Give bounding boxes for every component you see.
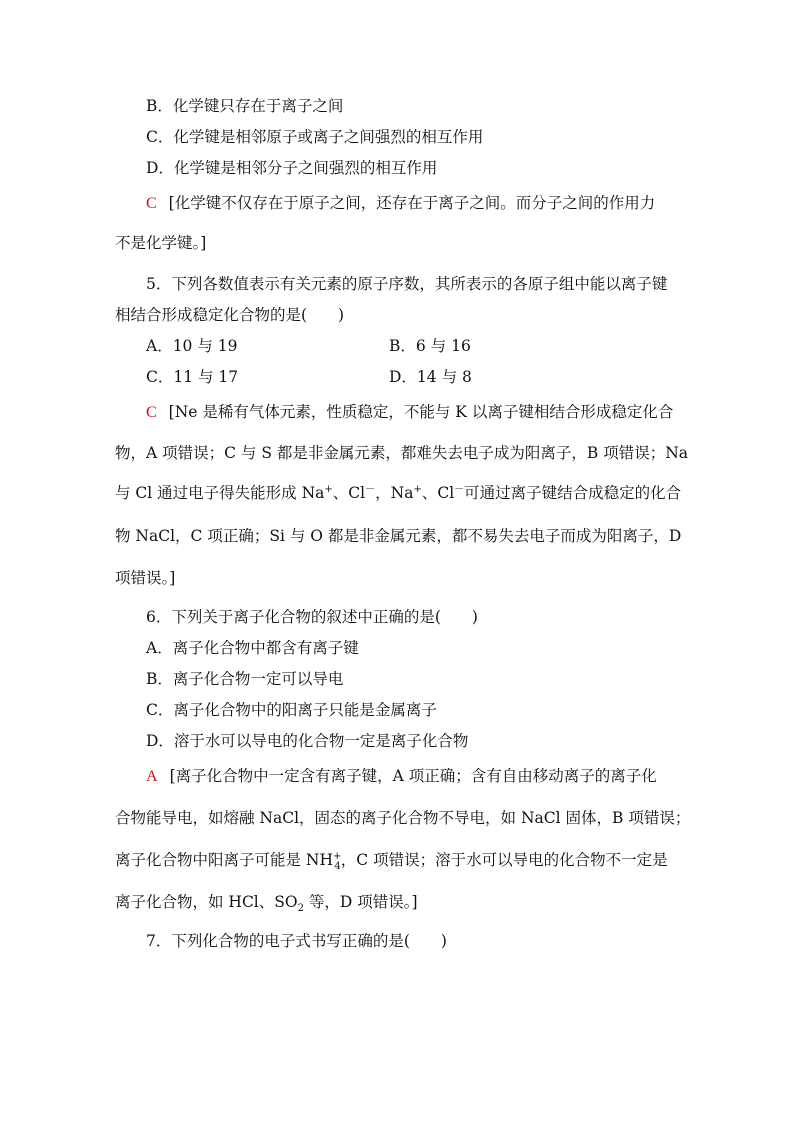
q6-option-a: A．离子化合物中都含有离子键 <box>146 639 359 657</box>
q5-option-d: D．14 与 8 <box>389 368 472 386</box>
q6-option-d: D．溶于水可以导电的化合物一定是离子化合物 <box>146 732 469 750</box>
q5-explanation-line-5: 项错误。] <box>115 569 176 587</box>
q5-option-c: C．11 与 17 <box>146 368 239 386</box>
q4-option-b: B．化学键只存在于离子之间 <box>146 97 344 115</box>
q4-option-c: C．化学键是相邻原子或离子之间强烈的相互作用 <box>146 128 484 146</box>
q6-explanation-line-4: 离子化合物，如 HCl、$SO_2$ 等，D 项错误。] <box>115 893 418 915</box>
q5-explanation-line-3: 与 Cl 通过电子得失能形成 Na+、Cl－，Na+、Cl－可通过离子键结合成稳定的化合 <box>115 483 682 502</box>
q7-stem: 7．下列化合物的电子式书写正确的是( ) <box>146 932 447 950</box>
q4-option-d: D．化学键是相邻分子之间强烈的相互作用 <box>146 159 438 177</box>
q5-stem-line-1: 5．下列各数值表示有关元素的原子序数，其所表示的各原子组中能以离子键 <box>146 275 668 293</box>
q6-option-b: B．离子化合物一定可以导电 <box>146 670 344 688</box>
q5-option-a: A．10 与 19 <box>146 337 238 355</box>
q5-explanation-line-2: 物，A 项错误；C 与 S 都是非金属元素，都难失去电子成为阳离子，B 项错误；Na <box>115 444 689 462</box>
q6-stem: 6．下列关于离子化合物的叙述中正确的是( ) <box>146 608 478 626</box>
q6-answer: A <box>146 768 158 785</box>
q6-option-c: C．离子化合物中的阳离子只能是金属离子 <box>146 701 437 719</box>
q5-answer: C <box>146 404 157 421</box>
q4-explanation-line-1: C [化学键不仅存在于原子之间，还存在于离子之间。而分子之间的作用力 <box>146 194 656 212</box>
q5-explanation-line-1: C [Ne 是稀有气体元素，性质稳定，不能与 K 以离子键相结合形成稳定化合 <box>146 403 674 421</box>
q6-explanation-line-3: 离子化合物中阳离子可能是 $NH^+_4$，C 项错误；溶于水可以导电的化合物不一定是 <box>115 850 668 873</box>
q6-explanation-line-2: 合物能导电，如熔融 NaCl，固态的离子化合物不导电，如 NaCl 固体，B 项错误； <box>115 809 691 827</box>
q6-explanation-line-1: A [离子化合物中一定含有离子键，A 项正确；含有自由移动离子的离子化 <box>146 767 657 785</box>
q5-option-b: B．6 与 16 <box>389 337 471 355</box>
q4-explanation-line-2: 不是化学键。] <box>115 234 207 252</box>
q4-answer: C <box>146 195 157 212</box>
q5-stem-line-2: 相结合形成稳定化合物的是( ) <box>115 306 345 324</box>
q5-explanation-line-4: 物 NaCl，C 项正确；Si 与 O 都是非金属元素，都不易失去电子而成为阳离子，D <box>115 527 682 545</box>
